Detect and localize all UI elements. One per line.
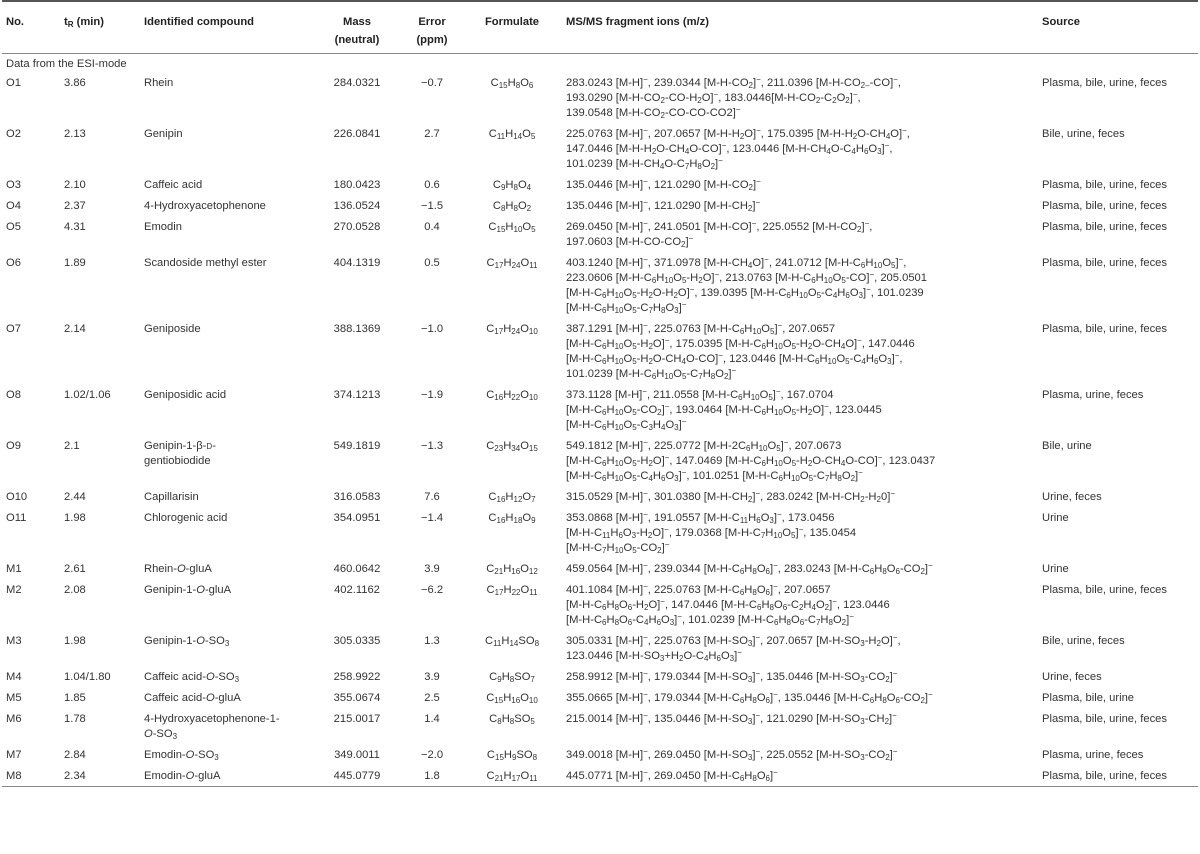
table-row	[2, 507, 1198, 558]
cell-compound: 4-Hydroxyacetophenone	[144, 200, 266, 212]
cell-formula: $C_{16}H_{22}O_{10}$	[486, 389, 538, 402]
cell-mass: 402.1162	[334, 584, 380, 596]
header-mass-l2: (neutral)	[334, 34, 380, 46]
cell-no: M6	[6, 713, 22, 725]
table-row	[2, 579, 1198, 630]
cell-retention-time: 1.89	[64, 257, 86, 269]
cell-error: −1.5	[420, 200, 444, 212]
cell-compound: Geniposidic acid	[144, 389, 227, 401]
cell-formula: $C_{15}H_8O_6$	[490, 77, 534, 90]
cell-fragments: 225.0763 [M-H]−, 207.0657 $[M-H-H_2O]^-$, 175.0395 $[M-H-H_2O-CH_4O]^-$, 147.0446 $[M-H-H_2O-CH_4O-CO]^-$, 123.0446 $[M-H-CH_4O-C_4H_6O_3]^-$, 101.0239 $[M-H-CH_4O-C_7H_8O_2]^-$	[566, 126, 910, 171]
cell-error: −6.2	[420, 584, 444, 596]
cell-mass: 180.0423	[333, 179, 381, 191]
cell-no: O11	[6, 512, 27, 524]
cell-retention-time: 2.34	[64, 770, 86, 782]
cell-compound: Geniposide	[144, 323, 201, 335]
cell-error: 2.7	[424, 128, 440, 140]
cell-compound: Genipin-1-O-gluA	[144, 584, 232, 596]
cell-fragments: 355.0665 [M-H]−, 179.0344 $[M-H-C_6H_8O_6]^-$, 135.0446 $[M-H-C_6H_8O_6-CO_2]^-$	[566, 690, 933, 705]
cell-mass: 226.0841	[333, 128, 381, 140]
cell-fragments: 135.0446 [M-H]−, 121.0290 $[M-H-CO_2]^-$	[566, 177, 761, 192]
cell-mass: 136.0524	[333, 200, 381, 212]
cell-mass: 305.0335	[333, 635, 381, 647]
table-row	[2, 435, 1198, 486]
cell-compound: Genipin	[144, 128, 183, 140]
cell-formula: $C_8H_8SO_5$	[489, 713, 535, 726]
table-row	[2, 174, 1198, 195]
header-no: No.	[6, 16, 25, 28]
cell-formula: $C_{16}H_{18}O_9$	[488, 512, 536, 525]
table-row	[2, 558, 1198, 579]
cell-fragments: 459.0564 [M-H]−, 239.0344 $[M-H-C_6H_8O_6]^-$, 283.0243 $[M-H-C_6H_8O_6-CO_2]^-$	[566, 561, 933, 576]
cell-mass: 349.0011	[334, 749, 380, 761]
table-row	[2, 318, 1198, 384]
cell-no: M8	[6, 770, 22, 782]
cell-source: Plasma, bile, urine, feces	[1042, 257, 1167, 269]
cell-no: O5	[6, 221, 21, 233]
cell-mass: 549.1819	[333, 440, 381, 452]
cell-formula: $C_8H_8O_2$	[492, 200, 532, 213]
cell-mass: 270.0528	[333, 221, 381, 233]
table-row	[2, 687, 1198, 708]
cell-compound: Caffeic acid-O-gluA	[144, 692, 241, 704]
header-tr-unit: (min)	[73, 16, 104, 28]
section-row	[2, 54, 1198, 73]
table-row	[2, 216, 1198, 252]
cell-error: 0.6	[424, 179, 440, 191]
cell-no: M1	[6, 563, 22, 575]
cell-retention-time: 1.04/1.80	[64, 671, 111, 683]
cell-fragments: 549.1812 [M-H]−, 225.0772 $[M-H-2C_6H_{10}O_5]^-$, 207.0673 $[M-H-C_6H_{10}O_5-H_2O]^-$, 147.0469 $[M-H-C_6H_{10}O_5-H_2O-CH_4O-CO]^-$, 123.0437 $[M-H-C_6H_{10}O_5-C_4H_6O_3]^-$, 101.0251 $[M-H-C_6H_{10}O_5-C_7H_8O_2]^-$	[566, 438, 936, 483]
cell-error: −1.0	[420, 323, 444, 335]
header-error-l1: Error	[418, 16, 446, 28]
table-body	[2, 54, 1198, 787]
cell-retention-time: 4.31	[64, 221, 86, 233]
table-row	[2, 252, 1198, 318]
cell-fragments: 215.0014 [M-H]−, 135.0446 $[M-H-SO_3]^-$, 121.0290 $[M-H-SO_3-CH_2]^-$	[566, 711, 897, 726]
cell-compound: Emodin-O-gluA	[144, 770, 221, 782]
cell-error: −0.7	[420, 77, 444, 89]
cell-no: O9	[6, 440, 21, 452]
cell-no: O7	[6, 323, 21, 335]
cell-mass: 258.9922	[333, 671, 381, 683]
header-tr-t: t	[64, 16, 68, 28]
cell-formula: $C_{11}H_{14}SO_8$	[484, 635, 540, 648]
cell-error: 7.6	[424, 491, 440, 503]
header-error-l2: (ppm)	[416, 34, 448, 46]
cell-retention-time: 1.98	[64, 512, 86, 524]
cell-fragments: 283.0243 [M-H]−, 239.0344 $[M-H-CO_2]^-$, 211.0396 $[M-H-CO_{2-}-CO]^-$, 193.0290 $[M-H-CO_2-CO-H_2O]^-$, $183.0446[M-H-CO_2-C_2O_2]^-$, 139.0548 $[M-H-CO_2-CO-CO-CO2]^-$	[566, 75, 901, 120]
cell-no: O2	[6, 128, 21, 140]
cell-formula: $C_{21}H_{16}O_{12}$	[486, 563, 538, 576]
cell-mass: 215.0017	[333, 713, 381, 725]
header-tr	[60, 1, 140, 54]
cell-formula: $C_{17}H_{24}O_{11}$	[486, 257, 538, 270]
cell-source: Bile, urine, feces	[1042, 635, 1125, 647]
cell-compound: Genipin-$1-O-SO_3$	[144, 635, 230, 648]
cell-retention-time: 1.98	[64, 635, 86, 647]
cell-source: Plasma, bile, urine, feces	[1042, 584, 1167, 596]
cell-fragments: 403.1240 [M-H]−, 371.0978 $[M-H-CH_4O]^-$, 241.0712 $[M-H-C_6H_{10}O_5]^-$, 223.0606 $[M-H-C_6H_{10}O_5-H_2O]^-$, 213.0763 $[M-H-C_6H_{10}O_5-CO]^-$, 205.0501 $[M-H-C_6H_{10}O_5-H_2O-H_2O]^-$, 139.0395 $[M-H-C_6H_{10}O_5-C_4H_6O_3]^-$, 101.0239 $[M-H-C_6H_{10}O_5-C_7H_8O_3]^-$	[566, 255, 927, 315]
table-header	[2, 1, 1198, 54]
cell-mass: 284.0321	[333, 77, 381, 89]
cell-source: Plasma, bile, urine, feces	[1042, 770, 1167, 782]
table-row	[2, 123, 1198, 174]
table-container	[2, 0, 1198, 787]
cell-fragments: 387.1291 [M-H]−, 225.0763 $[M-H-C_6H_{10}O_5]^-$, 207.0657 $[M-H-C_6H_{10}O_5-H_2O]^-$, 175.0395 $[M-H-C_6H_{10}O_5-H_2O-CH_4O]^-$, 147.0446 $[M-H-C_6H_{10}O_5-H_2O-CH_4O-CO]^-$, 123.0446 $[M-H-C_6H_{10}O_5-C_4H_6O_3]^-$, 101.0239 $[M-H-C_6H_{10}O_5-C_7H_8O_2]^-$	[566, 321, 915, 381]
cell-formula: $C_{23}H_{34}O_{15}$	[486, 440, 538, 453]
cell-compound: 4-Hydroxyacetophenone-1- $O-SO_3$	[144, 713, 280, 741]
cell-fragments: 373.1128 [M-H]−, 211.0558 $[M-H-C_6H_{10}O_5]^-$, 167.0704 $[M-H-C_6H_{10}O_5-CO_2]^-$, 193.0464 $[M-H-C_6H_{10}O_5-H_2O]^-$, 123.0445 $[M-H-C_6H_{10}O_5-C_3H_4O_3]^-$	[566, 387, 882, 432]
cell-compound: Chlorogenic acid	[144, 512, 228, 524]
cell-retention-time: 1.02/1.06	[64, 389, 111, 401]
cell-source: Plasma, bile, urine, feces	[1042, 179, 1167, 191]
cell-no: O6	[6, 257, 21, 269]
cell-mass: 354.0951	[333, 512, 381, 524]
cell-retention-time: 2.84	[64, 749, 86, 761]
cell-retention-time: 2.08	[64, 584, 86, 596]
cell-source: Plasma, urine, feces	[1042, 389, 1144, 401]
cell-retention-time: 2.61	[64, 563, 86, 575]
cell-formula: $C_{15}H_9SO_8$	[486, 749, 538, 762]
cell-error: −1.3	[420, 440, 444, 452]
cell-no: O4	[6, 200, 21, 212]
cell-compound: Emodin	[144, 221, 182, 233]
cell-retention-time: 2.10	[64, 179, 86, 191]
cell-retention-time: 2.13	[64, 128, 86, 140]
table-row	[2, 195, 1198, 216]
cell-retention-time: 1.85	[64, 692, 86, 704]
cell-retention-time: 3.86	[64, 77, 86, 89]
section-label: Data from the ESI-mode	[6, 58, 127, 70]
cell-fragments: 258.9912 [M-H]−, 179.0344 $[M-H-SO_3]^-$, 135.0446 $[M-H-SO_3-CO_2]^-$	[566, 669, 898, 684]
table-row	[2, 486, 1198, 507]
cell-no: M2	[6, 584, 22, 596]
cell-mass: 445.0779	[333, 770, 381, 782]
cell-fragments: 269.0450 [M-H]−, 241.0501 [M-H-CO]−, 225.0552 $[M-H-CO_2]^-$, 197.0603 $[M-H-CO-CO_2]^-$	[566, 219, 873, 249]
cell-error: 3.9	[424, 563, 440, 575]
header-mass-l1: Mass	[343, 16, 371, 28]
header-formulate: Formulate	[484, 16, 540, 28]
header-source: Source	[1042, 16, 1080, 28]
cell-fragments: 135.0446 [M-H]−, 121.0290 $[M-H-CH_2]^-$	[566, 198, 761, 213]
cell-source: Plasma, urine, feces	[1042, 749, 1144, 761]
cell-compound: Scandoside methyl ester	[144, 257, 267, 269]
cell-formula: $C_9H_8O_4$	[492, 179, 532, 192]
cell-no: M5	[6, 692, 22, 704]
cell-retention-time: 2.37	[64, 200, 86, 212]
cell-source: Bile, urine, feces	[1042, 128, 1125, 140]
cell-fragments: 353.0868 [M-H]−, 191.0557 $[M-H-C_{11}H_6O_3]^-$, 173.0456 $[M-H-C_{11}H_6O_3-H_2O]^-$, 179.0368 $[M-H-C_7H_{10}O_5]^-$, 135.0454 $[M-H-C_7H_{10}O_5-CO_2]^-$	[566, 510, 857, 555]
cell-mass: 374.1213	[333, 389, 381, 401]
cell-no: O8	[6, 389, 21, 401]
cell-compound: Rhein	[144, 77, 174, 89]
cell-source: Plasma, bile, urine	[1042, 692, 1135, 704]
cell-mass: 460.0642	[333, 563, 381, 575]
cell-compound: Caffeic acid-$O-SO_3$	[144, 671, 240, 684]
header-error	[402, 1, 462, 54]
cell-no: O10	[6, 491, 28, 503]
cell-error: 0.5	[424, 257, 440, 269]
cell-formula: $C_{11}H_{14}O_5$	[488, 128, 536, 141]
header-tr-sub: R	[67, 20, 74, 29]
cell-retention-time: 2.14	[64, 323, 86, 335]
cell-error: 1.8	[424, 770, 440, 782]
cell-formula: $C_9H_8SO_7$	[489, 671, 535, 684]
cell-source: Urine, feces	[1042, 671, 1102, 683]
cell-source: Urine	[1042, 563, 1069, 575]
cell-error: −1.9	[420, 389, 444, 401]
cell-fragments: 445.0771 [M-H]−, 269.0450 $[M-H-C_6H_8O_6]^-$	[566, 768, 778, 783]
table-row	[2, 765, 1198, 787]
cell-error: 0.4	[424, 221, 440, 233]
cell-error: −2.0	[420, 749, 444, 761]
cell-no: M4	[6, 671, 22, 683]
cell-error: 1.3	[424, 635, 440, 647]
cell-mass: 388.1369	[333, 323, 381, 335]
cell-fragments: 305.0331 [M-H]−, 225.0763 $[M-H-SO_3]^-$, 207.0657 $[M-H-SO_3-H_2O]^-$, 123.0446 $[M-H-SO_3+H_2O-C_4H_6O_3]^-$	[566, 633, 901, 663]
cell-error: 1.4	[424, 713, 440, 725]
cell-no: O1	[6, 77, 21, 89]
cell-source: Plasma, bile, urine, feces	[1042, 221, 1167, 233]
cell-source: Urine	[1042, 512, 1069, 524]
table-row	[2, 630, 1198, 666]
cell-retention-time: 2.1	[64, 440, 80, 452]
cell-mass: 404.1319	[333, 257, 381, 269]
header-msms: MS/MS fragment ions (m/z)	[566, 16, 709, 28]
cell-fragments: 315.0529 [M-H]−, 301.0380 $[M-H-CH_2]^-$, 283.0242 $[M-H-CH_2-H_20]^-$	[566, 489, 895, 504]
cell-error: −1.4	[420, 512, 444, 524]
cell-source: Urine, feces	[1042, 491, 1102, 503]
cell-compound: Rhein-O-gluA	[144, 563, 212, 575]
cell-formula: $C_{21}H_{17}O_{11}$	[486, 770, 538, 783]
cell-mass: 355.0674	[333, 692, 381, 704]
cell-error: 2.5	[424, 692, 440, 704]
cell-compound: Emodin-$O-SO_3$	[144, 749, 219, 762]
cell-no: M3	[6, 635, 22, 647]
cell-source: Plasma, bile, urine, feces	[1042, 713, 1167, 725]
cell-retention-time: 2.44	[64, 491, 86, 503]
cell-source: Plasma, bile, urine, feces	[1042, 77, 1167, 89]
cell-no: M7	[6, 749, 22, 761]
cell-fragments: 349.0018 [M-H]−, 269.0450 $[M-H-SO_3]^-$, 225.0552 $[M-H-SO_3-CO_2]^-$	[566, 747, 898, 762]
cell-fragments: 401.1084 [M-H]−, 225.0763 $[M-H-C_6H_8O_6]^-$, 207.0657 $[M-H-C_6H_8O_6-H_2O]^-$, 147.0446 $[M-H-C_6H_8O_6-C_2H_4O_2]^-$, 123.0446 $[M-H-C_6H_8O_6-C_4H_6O_3]^-$, 101.0239 $[M-H-C_6H_8O_6-C_7H_8O_2]^-$	[566, 582, 890, 627]
table-row	[2, 708, 1198, 744]
cell-formula: $C_{15}H_{16}O_{10}$	[486, 692, 538, 705]
cell-compound: Caffeic acid	[144, 179, 203, 191]
table-row	[2, 72, 1198, 123]
header-compound: Identified compound	[144, 16, 255, 28]
table-row	[2, 384, 1198, 435]
cell-compound: Capillarisin	[144, 491, 199, 503]
cell-retention-time: 1.78	[64, 713, 86, 725]
cell-formula: $C_{17}H_{24}O_{10}$	[486, 323, 538, 336]
header-mass	[312, 1, 402, 54]
cell-formula: $C_{17}H_{22}O_{11}$	[486, 584, 538, 597]
cell-formula: $C_{15}H_{10}O_5$	[488, 221, 536, 234]
cell-mass: 316.0583	[333, 491, 381, 503]
cell-error: 3.9	[424, 671, 440, 683]
compound-table	[2, 0, 1198, 787]
table-row	[2, 666, 1198, 687]
cell-compound: Genipin-1-β-d- gentiobiodide	[144, 440, 216, 467]
cell-formula: $C_{16}H_{12}O_7$	[488, 491, 536, 504]
cell-no: O3	[6, 179, 21, 191]
cell-source: Bile, urine	[1042, 440, 1092, 452]
table-row	[2, 744, 1198, 765]
cell-source: Plasma, bile, urine, feces	[1042, 323, 1167, 335]
cell-source: Plasma, bile, urine, feces	[1042, 200, 1167, 212]
